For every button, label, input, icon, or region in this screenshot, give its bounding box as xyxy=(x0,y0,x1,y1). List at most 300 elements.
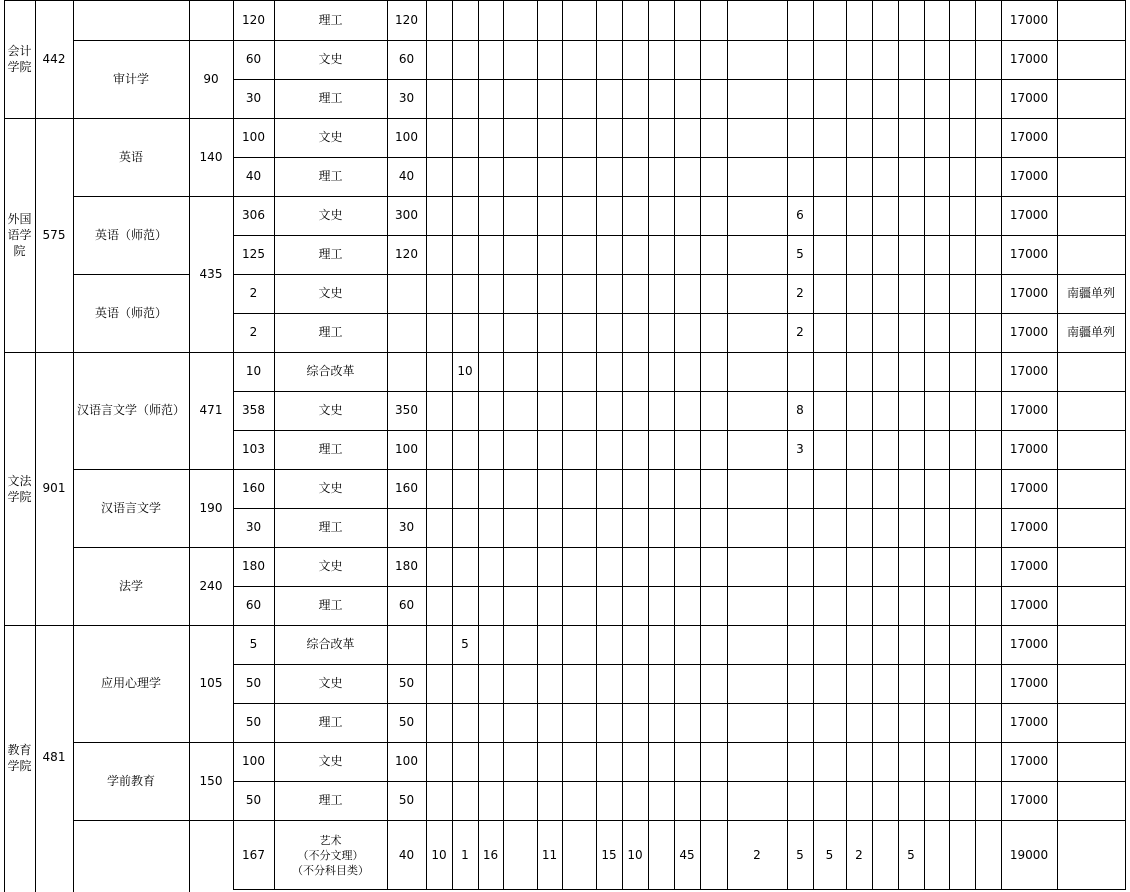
sub-count xyxy=(426,196,452,235)
note xyxy=(1057,625,1125,664)
plan-count: 60 xyxy=(245,52,262,66)
sub-count: 2 xyxy=(796,286,804,300)
sub-count xyxy=(872,157,898,196)
sub-count xyxy=(537,508,562,547)
sub-count xyxy=(846,391,872,430)
base-count xyxy=(387,625,426,664)
sub-count xyxy=(727,235,787,274)
sub-count xyxy=(452,157,478,196)
sub-count xyxy=(648,196,674,235)
tuition-fee: 17000 xyxy=(1009,208,1049,222)
sub-count xyxy=(426,391,452,430)
sub-count xyxy=(426,547,452,586)
sub-count xyxy=(813,508,846,547)
sub-count xyxy=(648,274,674,313)
base-count: 180 xyxy=(395,559,418,573)
sub-count xyxy=(700,586,727,625)
sub-count xyxy=(452,547,478,586)
sub-count xyxy=(674,508,700,547)
sub-count xyxy=(872,742,898,781)
sub-count xyxy=(787,508,813,547)
subject-category: 理工 xyxy=(318,442,343,456)
sub-count xyxy=(622,157,648,196)
sub-count xyxy=(503,79,537,118)
major-count: 140 xyxy=(199,149,223,164)
sub-count xyxy=(727,547,787,586)
major-count: 150 xyxy=(199,773,223,788)
sub-count xyxy=(872,625,898,664)
major-name: 汉语言文学 xyxy=(100,500,161,515)
major-name: 英语 xyxy=(118,149,143,164)
major-count: 105 xyxy=(199,676,223,690)
sub-count xyxy=(426,664,452,703)
sub-count xyxy=(478,391,503,430)
sub-count xyxy=(537,0,562,40)
sub-count xyxy=(648,313,674,352)
sub-count xyxy=(924,40,949,79)
sub-count xyxy=(898,274,924,313)
sub-count xyxy=(727,313,787,352)
base-count: 100 xyxy=(395,130,418,144)
plan-count: 50 xyxy=(245,676,262,690)
sub-count xyxy=(872,235,898,274)
sub-count xyxy=(924,664,949,703)
sub-count xyxy=(537,430,562,469)
base-count: 40 xyxy=(398,847,415,862)
sub-count xyxy=(846,79,872,118)
sub-count xyxy=(503,625,537,664)
sub-count xyxy=(700,430,727,469)
sub-count xyxy=(674,664,700,703)
sub-count xyxy=(674,742,700,781)
sub-count xyxy=(787,625,813,664)
sub-count xyxy=(426,235,452,274)
sub-count xyxy=(872,586,898,625)
sub-count xyxy=(674,274,700,313)
sub-count xyxy=(478,274,503,313)
sub-count xyxy=(596,547,622,586)
sub-count xyxy=(813,703,846,742)
sub-count xyxy=(562,274,596,313)
sub-count xyxy=(426,157,452,196)
sub-count xyxy=(452,586,478,625)
sub-count xyxy=(622,781,648,820)
sub-count xyxy=(872,781,898,820)
sub-count xyxy=(537,196,562,235)
college-name: 会计 学院 xyxy=(7,44,32,74)
sub-count xyxy=(478,664,503,703)
sub-count xyxy=(596,274,622,313)
base-count: 60 xyxy=(398,52,415,66)
sub-count xyxy=(648,235,674,274)
sub-count xyxy=(727,430,787,469)
sub-count xyxy=(727,625,787,664)
sub-count xyxy=(648,664,674,703)
major-name: 法学 xyxy=(118,578,143,593)
sub-count xyxy=(700,781,727,820)
sub-count xyxy=(562,820,596,890)
college-name: 教育 学院 xyxy=(7,742,32,773)
base-count: 100 xyxy=(395,442,418,456)
sub-count xyxy=(562,79,596,118)
plan-count: 167 xyxy=(242,847,265,862)
sub-count xyxy=(648,40,674,79)
sub-count xyxy=(872,469,898,508)
tuition-fee: 17000 xyxy=(1009,559,1049,573)
plan-count: 358 xyxy=(242,403,265,417)
sub-count xyxy=(898,391,924,430)
sub-count xyxy=(700,469,727,508)
sub-count xyxy=(787,586,813,625)
sub-count xyxy=(622,508,648,547)
major-name xyxy=(73,820,189,890)
sub-count xyxy=(813,274,846,313)
sub-count xyxy=(700,664,727,703)
sub-count xyxy=(622,235,648,274)
sub-count xyxy=(478,586,503,625)
sub-count xyxy=(674,586,700,625)
sub-count xyxy=(562,469,596,508)
sub-count xyxy=(674,703,700,742)
college-total: 901 xyxy=(42,481,66,495)
plan-count: 30 xyxy=(245,91,262,105)
sub-count xyxy=(537,157,562,196)
sub-count xyxy=(596,586,622,625)
sub-count xyxy=(846,352,872,391)
sub-count xyxy=(426,742,452,781)
sub-count xyxy=(846,313,872,352)
sub-count xyxy=(622,391,648,430)
sub-count xyxy=(813,118,846,157)
note xyxy=(1057,547,1125,586)
sub-count xyxy=(924,157,949,196)
sub-count xyxy=(813,157,846,196)
sub-count xyxy=(478,40,503,79)
sub-count xyxy=(872,274,898,313)
tuition-fee: 17000 xyxy=(1009,169,1049,183)
sub-count xyxy=(787,79,813,118)
sub-count xyxy=(700,508,727,547)
sub-count xyxy=(787,703,813,742)
sub-count xyxy=(727,40,787,79)
sub-count xyxy=(622,352,648,391)
sub-count xyxy=(452,781,478,820)
sub-count xyxy=(674,0,700,40)
note: 南疆单列 xyxy=(1066,286,1115,300)
sub-count xyxy=(537,118,562,157)
sub-count xyxy=(924,781,949,820)
sub-count xyxy=(622,79,648,118)
sub-count xyxy=(452,118,478,157)
note: 南疆单列 xyxy=(1066,325,1115,339)
sub-count xyxy=(846,157,872,196)
sub-count xyxy=(562,586,596,625)
sub-count xyxy=(503,196,537,235)
base-count: 100 xyxy=(395,754,418,768)
sub-count xyxy=(596,79,622,118)
college-total: 442 xyxy=(42,51,66,66)
plan-count: 40 xyxy=(245,169,262,183)
sub-count xyxy=(674,313,700,352)
base-count: 50 xyxy=(398,715,415,729)
major-count: 471 xyxy=(199,403,223,417)
sub-count xyxy=(503,781,537,820)
sub-count xyxy=(503,586,537,625)
sub-count xyxy=(674,547,700,586)
sub-count xyxy=(503,547,537,586)
sub-count xyxy=(846,742,872,781)
base-count: 50 xyxy=(398,793,415,807)
sub-count xyxy=(452,508,478,547)
sub-count xyxy=(596,118,622,157)
major-count: 435 xyxy=(199,266,223,281)
sub-count: 45 xyxy=(679,847,695,862)
sub-count xyxy=(674,235,700,274)
sub-count xyxy=(537,547,562,586)
sub-count xyxy=(478,703,503,742)
sub-count xyxy=(426,508,452,547)
base-count: 300 xyxy=(395,208,418,222)
sub-count xyxy=(898,742,924,781)
sub-count xyxy=(596,781,622,820)
sub-count xyxy=(503,157,537,196)
sub-count xyxy=(503,664,537,703)
sub-count xyxy=(478,0,503,40)
sub-count xyxy=(813,235,846,274)
sub-count xyxy=(478,625,503,664)
tuition-fee: 17000 xyxy=(1009,715,1049,729)
sub-count xyxy=(562,352,596,391)
sub-count xyxy=(700,118,727,157)
sub-count xyxy=(452,391,478,430)
sub-count xyxy=(700,0,727,40)
sub-count xyxy=(648,157,674,196)
sub-count xyxy=(596,664,622,703)
sub-count xyxy=(846,625,872,664)
note xyxy=(1057,430,1125,469)
sub-count xyxy=(924,508,949,547)
sub-count xyxy=(787,547,813,586)
sub-count xyxy=(622,40,648,79)
plan-count: 100 xyxy=(242,130,265,144)
sub-count xyxy=(478,469,503,508)
sub-count xyxy=(674,469,700,508)
sub-count xyxy=(478,742,503,781)
sub-count xyxy=(898,352,924,391)
sub-count xyxy=(426,586,452,625)
major-name: 英语（师范） xyxy=(94,305,167,320)
tuition-fee: 17000 xyxy=(1009,286,1049,300)
note xyxy=(1057,352,1125,391)
sub-count: 5 xyxy=(825,847,834,862)
sub-count xyxy=(924,235,949,274)
sub-count xyxy=(898,40,924,79)
sub-count xyxy=(898,703,924,742)
note xyxy=(1057,820,1125,890)
sub-count xyxy=(622,742,648,781)
sub-count xyxy=(898,118,924,157)
tuition-fee: 17000 xyxy=(1009,442,1049,456)
sub-count xyxy=(813,313,846,352)
sub-count xyxy=(727,196,787,235)
college-name: 外国 语学 院 xyxy=(7,212,32,258)
sub-count xyxy=(503,40,537,79)
sub-count xyxy=(787,0,813,40)
sub-count xyxy=(596,196,622,235)
sub-count xyxy=(700,235,727,274)
sub-count xyxy=(700,274,727,313)
sub-count xyxy=(426,0,452,40)
tuition-fee: 17000 xyxy=(1009,637,1049,651)
sub-count xyxy=(872,118,898,157)
sub-count xyxy=(846,703,872,742)
sub-count xyxy=(924,391,949,430)
sub-count xyxy=(872,0,898,40)
sub-count xyxy=(813,40,846,79)
sub-count xyxy=(924,469,949,508)
sub-count xyxy=(503,391,537,430)
sub-count xyxy=(700,79,727,118)
sub-count xyxy=(622,469,648,508)
sub-count xyxy=(426,781,452,820)
sub-count xyxy=(846,235,872,274)
sub-count xyxy=(727,118,787,157)
sub-count xyxy=(503,118,537,157)
sub-count xyxy=(846,196,872,235)
base-count xyxy=(387,274,426,313)
plan-count: 160 xyxy=(242,481,265,495)
sub-count xyxy=(648,742,674,781)
sub-count xyxy=(622,118,648,157)
sub-count xyxy=(727,742,787,781)
sub-count: 6 xyxy=(796,208,804,222)
base-count: 30 xyxy=(398,91,415,105)
sub-count xyxy=(452,79,478,118)
note xyxy=(1057,586,1125,625)
base-count: 120 xyxy=(395,247,418,261)
sub-count xyxy=(537,235,562,274)
note xyxy=(1057,118,1125,157)
base-count: 50 xyxy=(398,676,415,690)
subject-category: 文史 xyxy=(318,130,343,144)
sub-count xyxy=(787,157,813,196)
note xyxy=(1057,40,1125,79)
tuition-fee: 17000 xyxy=(1009,754,1049,768)
tuition-fee: 17000 xyxy=(1009,12,1049,27)
sub-count xyxy=(426,430,452,469)
sub-count xyxy=(537,40,562,79)
note xyxy=(1057,0,1125,40)
sub-count xyxy=(787,469,813,508)
subject-category: 文史 xyxy=(318,403,343,417)
sub-count xyxy=(452,469,478,508)
note xyxy=(1057,703,1125,742)
note xyxy=(1057,742,1125,781)
sub-count xyxy=(872,391,898,430)
sub-count xyxy=(813,430,846,469)
sub-count xyxy=(872,196,898,235)
plan-count: 100 xyxy=(242,754,265,768)
sub-count xyxy=(426,625,452,664)
subject-category: 文史 xyxy=(318,754,343,768)
sub-count: 16 xyxy=(482,847,499,862)
plan-count: 125 xyxy=(242,247,265,261)
sub-count xyxy=(924,547,949,586)
sub-count xyxy=(674,781,700,820)
sub-count xyxy=(596,742,622,781)
sub-count xyxy=(478,235,503,274)
sub-count xyxy=(787,118,813,157)
sub-count: 3 xyxy=(796,442,804,456)
sub-count xyxy=(596,625,622,664)
subject-category: 理工 xyxy=(318,793,343,807)
plan-count: 50 xyxy=(245,793,262,807)
sub-count xyxy=(924,625,949,664)
major-count: 190 xyxy=(199,500,223,515)
sub-count: 5 xyxy=(796,247,804,261)
sub-count xyxy=(813,547,846,586)
sub-count xyxy=(787,742,813,781)
major-name: 审计学 xyxy=(112,71,149,86)
sub-count xyxy=(813,196,846,235)
sub-count xyxy=(537,274,562,313)
sub-count xyxy=(426,40,452,79)
sub-count xyxy=(452,196,478,235)
sub-count xyxy=(700,313,727,352)
sub-count xyxy=(648,118,674,157)
base-count: 30 xyxy=(398,520,415,534)
sub-count xyxy=(813,79,846,118)
subject-category: 理工 xyxy=(318,325,343,339)
sub-count xyxy=(537,703,562,742)
sub-count xyxy=(846,781,872,820)
sub-count: 2 xyxy=(796,325,804,339)
sub-count xyxy=(537,313,562,352)
sub-count xyxy=(898,586,924,625)
sub-count: 15 xyxy=(601,847,617,862)
sub-count xyxy=(813,586,846,625)
sub-count xyxy=(503,235,537,274)
sub-count xyxy=(700,742,727,781)
sub-count xyxy=(898,781,924,820)
sub-count xyxy=(846,118,872,157)
sub-count xyxy=(452,313,478,352)
sub-count xyxy=(562,625,596,664)
sub-count xyxy=(452,742,478,781)
sub-count xyxy=(478,352,503,391)
subject-category: 文史 xyxy=(318,559,343,573)
sub-count xyxy=(872,508,898,547)
plan-count: 103 xyxy=(242,442,265,456)
major-count: 90 xyxy=(203,71,219,86)
plan-count: 60 xyxy=(245,598,262,612)
sub-count xyxy=(727,508,787,547)
sub-count xyxy=(426,703,452,742)
sub-count xyxy=(648,79,674,118)
sub-count xyxy=(478,118,503,157)
sub-count xyxy=(727,352,787,391)
plan-count: 10 xyxy=(245,364,262,378)
sub-count xyxy=(924,79,949,118)
sub-count xyxy=(478,430,503,469)
sub-count xyxy=(562,547,596,586)
sub-count xyxy=(674,430,700,469)
sub-count xyxy=(596,0,622,40)
sub-count xyxy=(872,547,898,586)
sub-count xyxy=(813,664,846,703)
sub-count: 5 xyxy=(796,847,804,862)
sub-count xyxy=(562,196,596,235)
